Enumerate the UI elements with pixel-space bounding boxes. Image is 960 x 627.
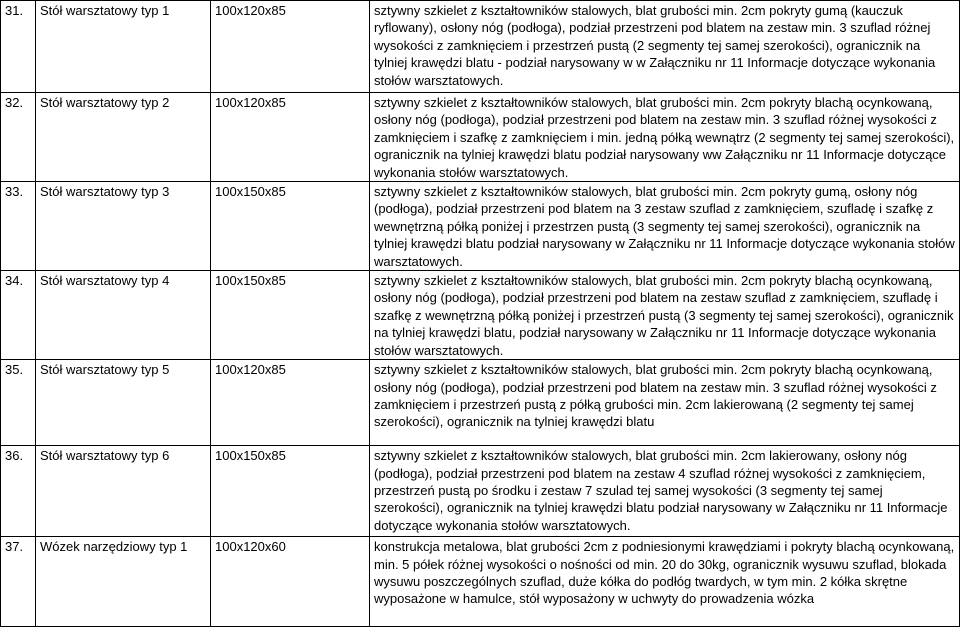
table-row xyxy=(1,1,960,93)
item-dimensions: 100x120x85 xyxy=(211,360,370,446)
item-dimensions: 100x120x85 xyxy=(211,1,370,93)
item-description: sztywny szkielet z kształtowników stalowych, blat grubości min. 2cm lakierowany, osłony nóg (podłoga), podział przestrzeni pod blatem na zestaw 4 szuflad różnej wysokości z zamknięciem, przestrzeń pustą po środku i zestaw 7 szulad tej samej wysokości (3 segmenty tej samej szerokości), ogranicznik na tylniej krawędzi blatu podział narysowany w Załączniku nr 11 Informacje dotyczące wykonania stołów warsztatowych. xyxy=(370,446,960,537)
item-description: sztywny szkielet z kształtowników stalowych, blat grubości min. 2cm pokryty gumą, osłony nóg (podłoga), podział przestrzeni pod blatem na 3 zestaw szuflad z zamknięciem, szufladę i szafkę z wewnętrzną półką poniżej i przestrzen pustą (3 segmenty tej samej szerokości), ogranicznik na tylniej krawędzi blatu podział narysowany w Załączniku nr 11 Informacje dotyczące wykonania stołów warsztatowych. xyxy=(370,182,960,271)
item-name: Stół warsztatowy typ 5 xyxy=(36,360,211,446)
row-number: 37. xyxy=(1,537,36,627)
row-number: 34. xyxy=(1,271,36,360)
item-dimensions: 100x150x85 xyxy=(211,271,370,360)
item-description: sztywny szkielet z kształtowników stalowych, blat grubości min. 2cm pokryty gumą (kauczuk ryflowany), osłony nóg (podłoga), podział przestrzeni pod blatem na zestaw min. 3 szuflad różnej wysokości z zamknięciem i przestrzeń pustą (2 segmenty tej samej szerokości), ogranicznik na tylniej krawędzi blatu - podział narysowany w w Załączniku nr 11 Informacje dotyczące wykonania stołów warsztatowych. xyxy=(370,1,960,93)
item-description: sztywny szkielet z kształtowników stalowych, blat grubości min. 2cm pokryty blachą ocynkowaną, osłony nóg (podłoga), podział przestrzeni pod blatem na zestaw min. 3 szuflad różnej wysokości z zamknięciem i przestrzeń pustą z półką grubości min. 2cm lakierowaną (2 segmenty tej samej szerokości), ogranicznik na tylniej krawędzi blatu xyxy=(370,360,960,446)
item-name: Stół warsztatowy typ 3 xyxy=(36,182,211,271)
item-name: Stół warsztatowy typ 2 xyxy=(36,93,211,182)
table-row xyxy=(1,182,960,271)
item-name: Stół warsztatowy typ 4 xyxy=(36,271,211,360)
row-number: 36. xyxy=(1,446,36,537)
item-description: sztywny szkielet z kształtowników stalowych, blat grubości min. 2cm pokryty blachą ocynkowaną, osłony nóg (podłoga), podział przestrzeni pod blatem na zestaw min. 3 szuflad różnej wysokości z zamknięciem i szafkę z zamknięciem i min. jedną półką wewnątrz (2 segmenty tej samej szerokości), ogranicznik na tylniej krawędzi blatu podział narysowany ww Załączniku nr 11 Informacje dotyczące wykonania stołów warsztatowych. xyxy=(370,93,960,182)
item-dimensions: 100x150x85 xyxy=(211,182,370,271)
item-name: Stół warsztatowy typ 6 xyxy=(36,446,211,537)
item-description: konstrukcja metalowa, blat grubości 2cm z podniesionymi krawędziami i pokryty blachą ocynkowaną, min. 5 półek różnej wysokości o nośności od min. 20 do 30kg, ogranicznik wysuwu szuflad, blokada wysuwu poszczególnych szuflad, duże kółka do podłóg twardych, w tym min. 2 kółka skrętne wyposażone w hamulce, stół wyposażony w uchwyty do prowadzenia wózka xyxy=(370,537,960,627)
item-name: Wózek narzędziowy typ 1 xyxy=(36,537,211,627)
table-row xyxy=(1,271,960,360)
table-row xyxy=(1,446,960,537)
row-number: 32. xyxy=(1,93,36,182)
item-name: Stół warsztatowy typ 1 xyxy=(36,1,211,93)
row-number: 33. xyxy=(1,182,36,271)
table-row xyxy=(1,537,960,627)
table-row xyxy=(1,360,960,446)
item-dimensions: 100x150x85 xyxy=(211,446,370,537)
item-description: sztywny szkielet z kształtowników stalowych, blat grubości min. 2cm pokryty blachą ocynkowaną, osłony nóg (podłoga), podział przestrzeni pod blatem na zestaw szuflad z zamknięciem, szufladę i szafkę z wewnętrzną półką poniżej i przestrzeń pustą (3 segmenty tej samej szerokości), ogranicznik na tylniej krawędzi blatu, podział narysowany w Załączniku nr 11 Informacje dotyczące wykonania stołów warsztatowych. xyxy=(370,271,960,360)
row-number: 35. xyxy=(1,360,36,446)
item-dimensions: 100x120x60 xyxy=(211,537,370,627)
row-number: 31. xyxy=(1,1,36,93)
item-dimensions: 100x120x85 xyxy=(211,93,370,182)
table-row xyxy=(1,93,960,182)
